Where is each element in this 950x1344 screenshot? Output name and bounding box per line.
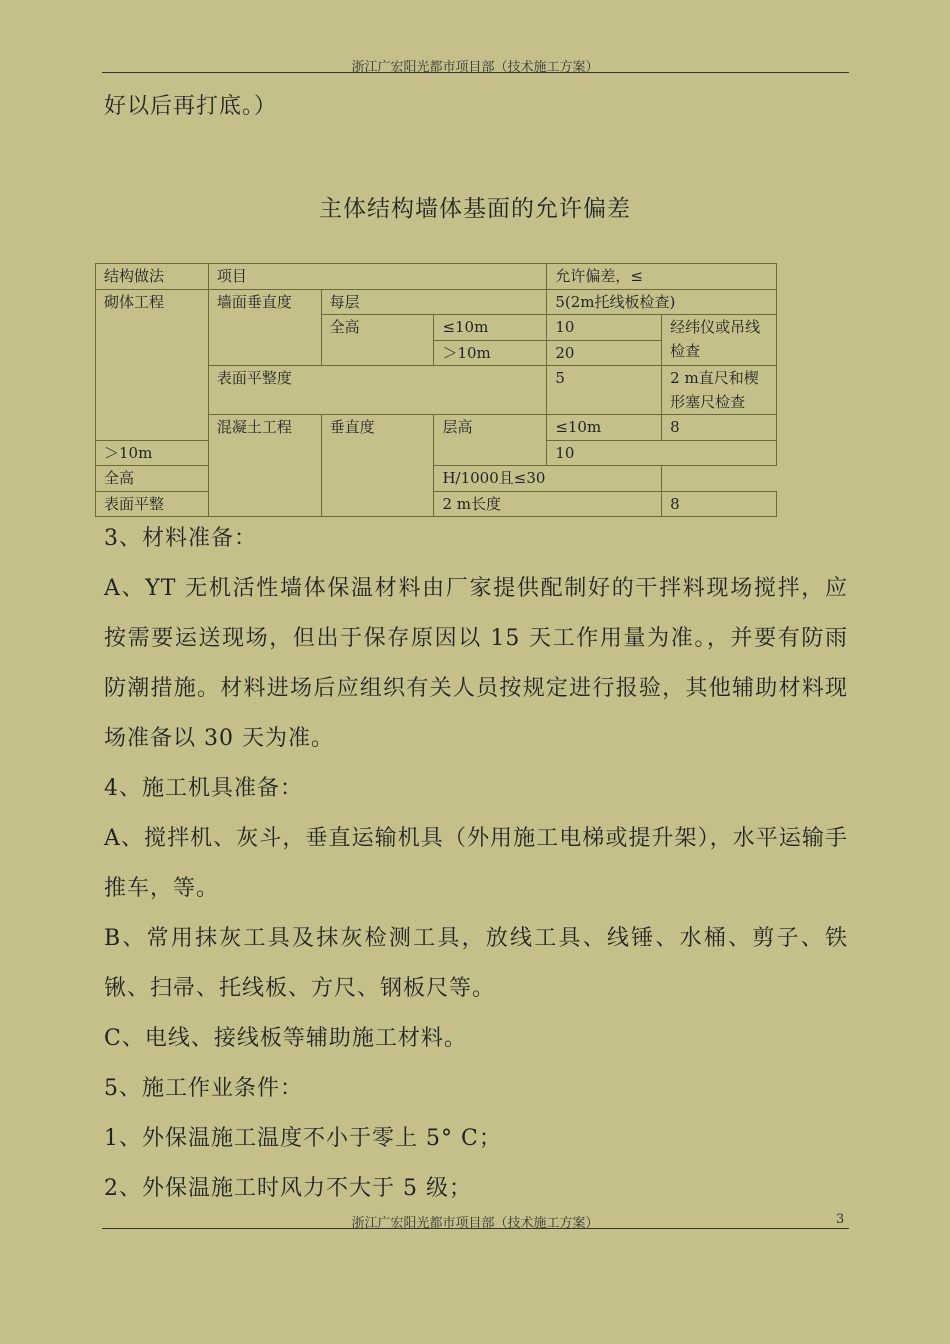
para-condition-1: 1、外保温施工温度不小于零上 5° C；: [104, 1126, 502, 1151]
para-tools-c: C、电线、接线板等辅助施工材料。: [104, 1026, 467, 1051]
cell-per-floor-val: 5(2m托线板检查): [547, 289, 777, 315]
cell-ruler-check: 2 m直尺和楔形塞尺检查: [662, 366, 777, 415]
para-material-a: A、YT 无机活性墙体保温材料由厂家提供配制好的干拌料现场搅拌，应按需要运送现场，但出于保存原因以 15 天工作用量为准。，并要有防雨防潮措施。材料进场后应组织有关人员按规定进行报验，其他辅助材料现场准备以 30 天为准。: [104, 576, 848, 751]
cell-c-le10-val: 8: [662, 415, 777, 441]
cell-c-gt10-val: 10: [547, 440, 777, 466]
footer-divider: [102, 1228, 849, 1229]
cell-c-2m: 2 m长度: [434, 491, 662, 517]
cell-surface-flat: 表面平整度: [208, 366, 546, 415]
para-tools-a: A、搅拌机、灰斗，垂直运输机具（外用施工电梯或提升架），水平运输手推车，等。: [104, 826, 848, 901]
th-allow: 允许偏差，≤: [547, 264, 777, 290]
para-material-heading: 3、材料准备：: [104, 526, 257, 551]
para-condition-2: 2、外保温施工时风力不大于 5 级；: [104, 1176, 472, 1201]
cell-masonry: 砌体工程: [96, 289, 209, 440]
deviation-table: [95, 263, 777, 517]
cell-theodolite: 经纬仪或吊线检查: [662, 315, 777, 366]
para-conditions-heading: 5、施工作业条件：: [104, 1076, 303, 1101]
cell-floor-height: 层高: [434, 415, 547, 466]
cell-le10: ≤10m: [434, 315, 547, 341]
page-header: 浙江广宏阳光都市项目部（技术施工方案）: [351, 60, 599, 75]
page-number: 3: [836, 1212, 845, 1227]
page-footer: 浙江广宏阳光都市项目部（技术施工方案）: [351, 1216, 599, 1231]
para-tools-heading: 4、施工机具准备：: [104, 776, 303, 801]
cell-concrete: 混凝土工程: [208, 415, 321, 517]
th-method: 结构做法: [96, 264, 209, 290]
cell-c-full: 全高: [96, 466, 322, 492]
header-divider: [102, 72, 849, 73]
cell-wall-vertical: 墙面垂直度: [208, 289, 321, 366]
th-item: 项目: [208, 264, 546, 290]
cell-c-surface-val: 8: [662, 491, 777, 517]
cell-surface-flat-val: 5: [547, 366, 662, 415]
table-title: 主体结构墙体基面的允许偏差: [319, 196, 631, 222]
cell-c-gt10: ＞10m: [96, 440, 209, 466]
cell-c-le10: ≤10m: [547, 415, 662, 441]
cell-le10-val: 10: [547, 315, 662, 341]
cell-full-height: 全高: [321, 315, 434, 366]
cell-c-full-val: H/1000且≤30: [434, 466, 662, 492]
cell-vertical: 垂直度: [321, 415, 434, 517]
intro-line: 好以后再打底。）: [104, 94, 278, 119]
cell-per-floor: 每层: [321, 289, 547, 315]
cell-c-surface: 表面平整: [96, 491, 209, 517]
cell-gt10: ＞10m: [434, 340, 547, 366]
cell-gt10-val: 20: [547, 340, 662, 366]
para-tools-b: B、常用抹灰工具及抹灰检测工具，放线工具、线锤、水桶、剪子、铁锹、扫帚、托线板、方尺、钢板尺等。: [104, 926, 848, 1001]
